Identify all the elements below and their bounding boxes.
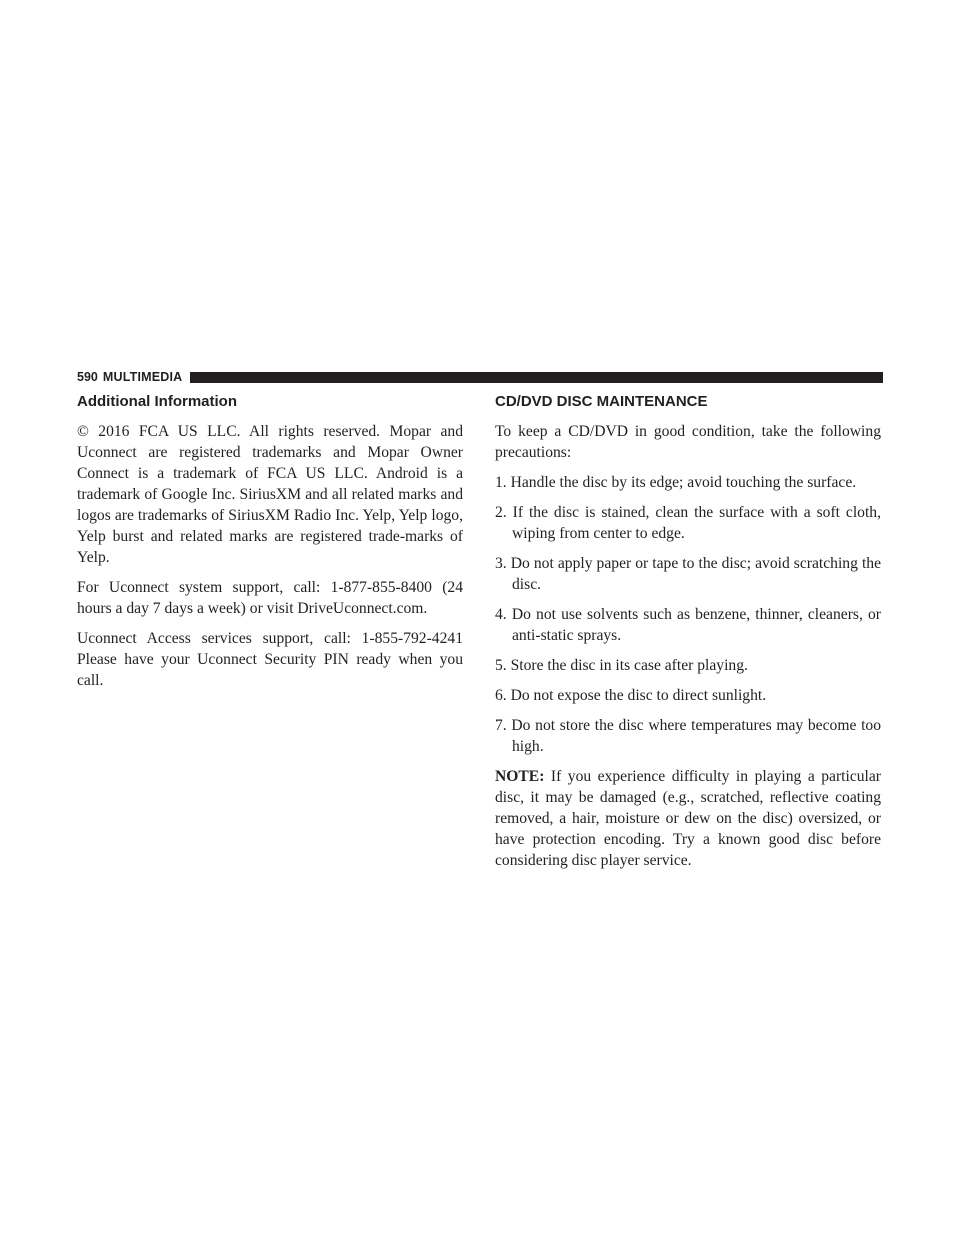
section-title: MULTIMEDIA — [102, 370, 183, 384]
uconnect-access-paragraph: Uconnect Access services support, call: 1-855-792-4241 Please have your Uconnect Security PIN ready when you call. — [77, 630, 463, 689]
list-item: 2. If the disc is stained, clean the surface with a soft cloth, wiping from center to edge. — [495, 504, 881, 542]
list-item: 3. Do not apply paper or tape to the disc; avoid scratching the disc. — [495, 555, 881, 593]
note-paragraph — [495, 766, 881, 871]
list-item: 5. Store the disc in its case after playing. — [495, 657, 748, 674]
page-number: 590 — [77, 370, 98, 384]
list-item: 6. Do not expose the disc to direct sunlight. — [495, 687, 767, 704]
header-rule — [190, 372, 883, 383]
precautions-intro: To keep a CD/DVD in good condition, take the following precautions: — [495, 423, 881, 461]
precautions-list — [495, 472, 881, 757]
left-column — [77, 392, 463, 700]
uconnect-support-paragraph: For Uconnect system support, call: 1-877-855-8400 (24 hours a day 7 days a week) or visit DriveUconnect.com. — [77, 579, 463, 617]
page-header — [77, 370, 883, 384]
note-text: If you experience difficulty in playing a particular disc, it may be damaged (e.g., scratched, reflective coating removed, a hair, moisture or dew on the disc) oversized, or have protection encoding. Try a known good disc before considering disc player service. — [495, 768, 881, 869]
copyright-paragraph: © 2016 FCA US LLC. All rights reserved. Mopar and Uconnect are registered trademarks and Mopar Owner Connect is a trademark of FCA US LLC. Android is a trademark of Google Inc. SiriusXM and all related marks and logos are trademarks of SiriusXM Radio Inc. Yelp, Yelp logo, Yelp burst and related marks are registered trade-marks of Yelp. — [77, 423, 463, 566]
right-column — [495, 392, 881, 880]
list-item: 1. Handle the disc by its edge; avoid touching the surface. — [495, 474, 857, 491]
list-item: 4. Do not use solvents such as benzene, thinner, cleaners, or anti-static sprays. — [495, 606, 881, 644]
disc-maintenance-heading: CD/DVD DISC MAINTENANCE — [495, 393, 708, 410]
additional-information-heading: Additional Information — [77, 393, 237, 410]
note-label: NOTE: — [495, 768, 545, 785]
list-item: 7. Do not store the disc where temperatures may become too high. — [495, 717, 881, 755]
